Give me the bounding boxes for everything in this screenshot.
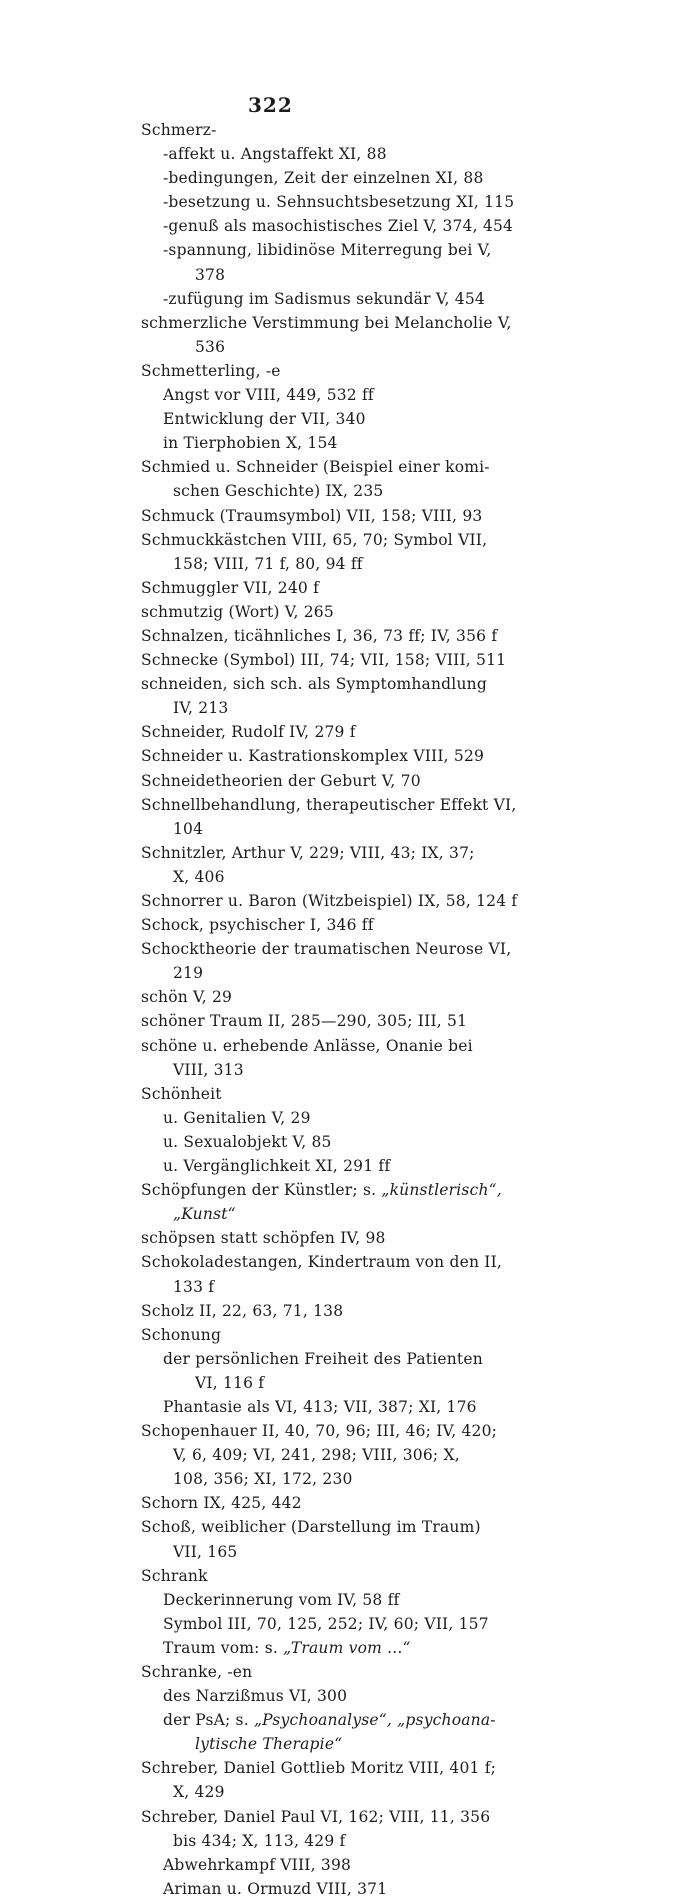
index-entry (141, 1515, 561, 1539)
index-subentry (141, 552, 561, 576)
index-subentry (141, 1829, 561, 1853)
entry-text: -spannung, libidinöse Miterregung bei V, (163, 241, 492, 260)
entry-text: Schmuckkästchen VIII, 65, 70; Symbol VII, (141, 530, 488, 549)
index-entry (141, 600, 561, 624)
entry-text: Schreber, Daniel Gottlieb Moritz VIII, 401 f; (141, 1759, 497, 1778)
index-entry (141, 1009, 561, 1033)
index-entry (141, 1323, 561, 1347)
index-entry (141, 1178, 561, 1202)
index-entry (141, 793, 561, 817)
entry-text: Schnitzler, Arthur V, 229; VIII, 43; IX, 37; (141, 843, 475, 862)
entry-text: -bedingungen, Zeit der einzelnen XI, 88 (163, 169, 484, 188)
index-subentry (141, 1877, 561, 1901)
index-entry (141, 1226, 561, 1250)
index-subentry (141, 479, 561, 503)
entry-text: der persönlichen Freiheit des Patienten (163, 1349, 483, 1368)
index-subentry (141, 1371, 561, 1395)
entry-text: X, 406 (173, 867, 225, 886)
entry-text: Schönheit (141, 1084, 222, 1103)
entry-text: 104 (173, 819, 204, 838)
entry-text: VI, 116 f (195, 1373, 265, 1392)
index-subentry (141, 1275, 561, 1299)
entry-text: 158; VIII, 71 f, 80, 94 ff (173, 554, 363, 573)
entry-text: 378 (195, 265, 226, 284)
entry-text: schmutzig (Wort) V, 265 (141, 602, 334, 621)
index-subentry (141, 1443, 561, 1467)
entry-text: Schmuggler VII, 240 f (141, 578, 320, 597)
index-subentry (141, 1636, 561, 1660)
index-entry (141, 1660, 561, 1684)
entry-text: Schoß, weiblicher (Darstellung im Traum) (141, 1518, 481, 1537)
entry-text: Schmied u. Schneider (Beispiel einer komi- (141, 458, 490, 477)
entry-text: Schnorrer u. Baron (Witzbeispiel) IX, 58, 124 f (141, 892, 518, 910)
entry-text: Traum vom: s. (163, 1638, 284, 1657)
index-entry (141, 359, 561, 383)
entry-text: Schneider u. Kastrationskomplex VIII, 529 (141, 747, 485, 766)
index-subentry (141, 1058, 561, 1082)
entry-text: X, 429 (173, 1783, 225, 1802)
entry-text: Schopenhauer II, 40, 70, 96; III, 46; IV, 420; (141, 1422, 498, 1441)
index-subentry (141, 1395, 561, 1419)
index-entry (141, 672, 561, 696)
index-subentry (141, 1708, 561, 1732)
index-entry (141, 1082, 561, 1106)
index-entry (141, 648, 561, 672)
index-entry (141, 1034, 561, 1058)
entry-text: 219 (173, 964, 204, 983)
entry-text: Schöpfungen der Künstler; s. (141, 1181, 382, 1200)
index-subentry (141, 1540, 561, 1564)
index-entry (141, 118, 561, 142)
entry-text: Deckerinnerung vom IV, 58 ff (163, 1590, 400, 1609)
index-subentry (141, 1684, 561, 1708)
index-subentry (141, 1780, 561, 1804)
entry-text: schen Geschichte) IX, 235 (173, 482, 384, 501)
index-subentry (141, 1467, 561, 1491)
index-subentry (141, 383, 561, 407)
entry-reference: lytische Therapie“ (195, 1735, 343, 1754)
entry-text: Schokoladestangen, Kindertraum von den II, (141, 1253, 503, 1272)
entry-text: Schneidetheorien der Geburt V, 70 (141, 771, 421, 790)
entry-text: u. Sexualobjekt V, 85 (163, 1132, 332, 1151)
index-subentry (141, 1588, 561, 1612)
entry-text: -genuß als masochistisches Ziel V, 374, 454 (163, 217, 514, 236)
entry-text: Angst vor VIII, 449, 532 ff (163, 386, 374, 405)
index-subentry (141, 1853, 561, 1877)
entry-text: u. Genitalien V, 29 (163, 1108, 311, 1127)
index-entry (141, 455, 561, 479)
entry-text: in Tierphobien X, 154 (163, 434, 338, 453)
entry-reference: „künstlerisch“, (381, 1181, 502, 1200)
index-subentry (141, 817, 561, 841)
index-entry (141, 504, 561, 528)
index-subentry (141, 166, 561, 190)
index-subentry (141, 1106, 561, 1130)
entry-text: Schneider, Rudolf IV, 279 f (141, 723, 356, 742)
entry-text: schöpsen statt schöpfen IV, 98 (141, 1229, 386, 1248)
entry-text: Abwehrkampf VIII, 398 (163, 1855, 352, 1874)
entry-text: schmerzliche Verstimmung bei Melancholie V, (141, 313, 512, 332)
entry-text: 108, 356; XI, 172, 230 (173, 1470, 353, 1489)
entry-text: Entwicklung der VII, 340 (163, 410, 366, 429)
index-entry (141, 720, 561, 744)
index-subentry (141, 214, 561, 238)
entry-text: Schocktheorie der traumatischen Neurose VI, (141, 940, 512, 959)
index-subentry (141, 263, 561, 287)
entry-text: bis 434; X, 113, 429 f (173, 1831, 346, 1850)
entry-text: IV, 213 (173, 699, 229, 718)
entry-text: des Narzißmus VI, 300 (163, 1687, 348, 1706)
index-subentry (141, 1154, 561, 1178)
index-entry (141, 889, 561, 913)
index-entry (141, 1491, 561, 1515)
index-entry (141, 528, 561, 552)
entry-text: Schrank (141, 1566, 208, 1585)
entry-text: 536 (195, 337, 226, 356)
index-entry (141, 744, 561, 768)
index-entry (141, 576, 561, 600)
entry-text: VIII, 313 (173, 1060, 244, 1079)
page-number: 322 (248, 93, 293, 117)
index-entry (141, 1250, 561, 1274)
entry-text: Schnalzen, ticähnliches I, 36, 73 ff; IV, 356 f (141, 626, 498, 645)
entry-text: -zufügung im Sadismus sekundär V, 454 (163, 289, 485, 308)
entry-reference: „Psychoanalyse“, „psychoana- (253, 1711, 496, 1730)
entry-text: Symbol III, 70, 125, 252; IV, 60; VII, 157 (163, 1614, 489, 1633)
entry-text: schöne u. erhebende Anlässe, Onanie bei (141, 1036, 473, 1055)
index-entry (141, 841, 561, 865)
index-subentry (141, 287, 561, 311)
entry-text: Schmetterling, -e (141, 361, 281, 380)
index-subentry (141, 1347, 561, 1371)
entry-text: Schmerz- (141, 121, 217, 139)
index-subentry (141, 1732, 561, 1756)
entry-text: -besetzung u. Sehnsuchtsbesetzung XI, 115 (163, 193, 515, 212)
entry-text: der PsA; s. (163, 1711, 254, 1730)
entry-text: Schnecke (Symbol) III, 74; VII, 158; VIII, 511 (141, 651, 507, 670)
entry-text: schön V, 29 (141, 988, 233, 1007)
entry-text: schneiden, sich sch. als Symptomhandlung (141, 675, 487, 694)
entry-text: schöner Traum II, 285—290, 305; III, 51 (141, 1012, 468, 1031)
index-subentry (141, 190, 561, 214)
index-entry (141, 1756, 561, 1780)
index-subentry (141, 407, 561, 431)
entry-reference: „Kunst“ (173, 1205, 236, 1224)
index-entry (141, 913, 561, 937)
index-subentry (141, 335, 561, 359)
index-entry (141, 1564, 561, 1588)
index-entry (141, 937, 561, 961)
entry-text: V, 6, 409; VI, 241, 298; VIII, 306; X, (173, 1446, 460, 1465)
entry-text: Ariman u. Ormuzd VIII, 371 (163, 1879, 388, 1898)
index-subentry (141, 1612, 561, 1636)
index-entry (141, 1299, 561, 1323)
entry-text: Schreber, Daniel Paul VI, 162; VIII, 11, 356 (141, 1807, 491, 1826)
index-subentry (141, 1130, 561, 1154)
entry-text: 133 f (173, 1277, 215, 1296)
index-subentry (141, 865, 561, 889)
entry-text: Phantasie als VI, 413; VII, 387; XI, 176 (163, 1397, 477, 1416)
entry-text: Schnellbehandlung, therapeutischer Effekt VI, (141, 795, 517, 814)
entry-text: u. Vergänglichkeit XI, 291 ff (163, 1157, 391, 1176)
entry-text: Schock, psychischer I, 346 ff (141, 916, 374, 935)
index-subentry (141, 696, 561, 720)
index-entry (141, 311, 561, 335)
entry-text: Schonung (141, 1325, 222, 1344)
index-subentry (141, 1202, 561, 1226)
entry-text: VII, 165 (173, 1542, 238, 1561)
index-subentry (141, 238, 561, 262)
index-entry (141, 1419, 561, 1443)
entry-text: Schorn IX, 425, 442 (141, 1494, 302, 1513)
entry-text: Schmuck (Traumsymbol) VII, 158; VIII, 93 (141, 506, 483, 525)
index-entry (141, 624, 561, 648)
index-subentry (141, 142, 561, 166)
entry-text: Schranke, -en (141, 1663, 253, 1681)
index-subentry (141, 431, 561, 455)
entry-text: Scholz II, 22, 63, 71, 138 (141, 1301, 344, 1320)
entry-text: -affekt u. Angstaffekt XI, 88 (163, 145, 387, 164)
index-entry (141, 769, 561, 793)
index-subentry (141, 961, 561, 985)
index-entry (141, 985, 561, 1009)
index-entry (141, 1805, 561, 1829)
index-entries (141, 118, 561, 1901)
entry-reference: „Traum vom ...“ (283, 1638, 411, 1657)
